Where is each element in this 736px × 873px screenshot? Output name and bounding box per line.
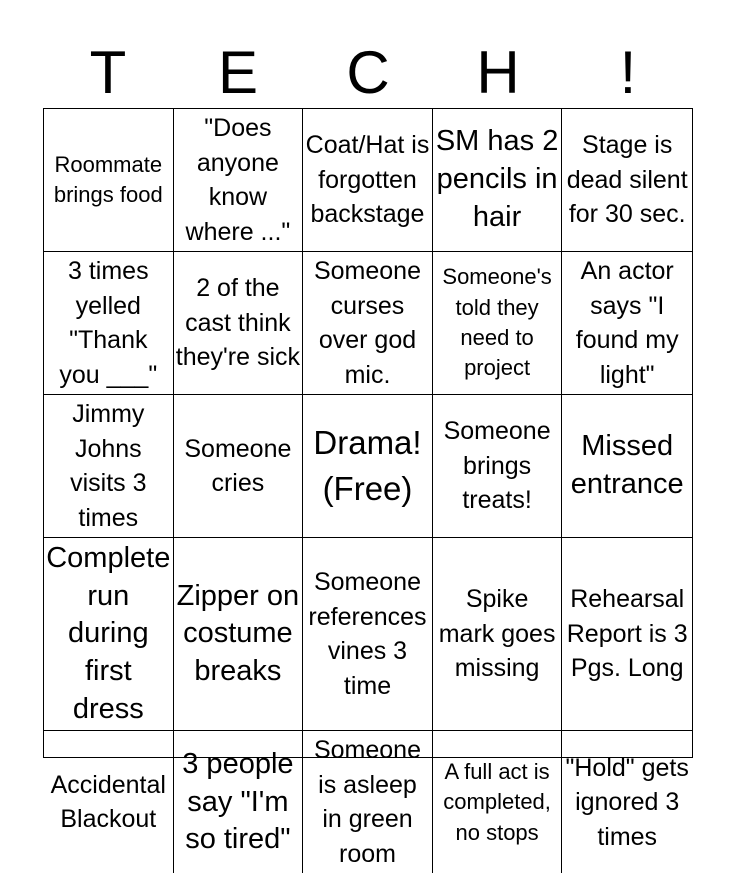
title-letter: T	[89, 39, 127, 106]
bingo-cell[interactable]: Jimmy Johns visits 3 times	[44, 395, 174, 538]
free-space-cell[interactable]: Drama! (Free)	[303, 395, 433, 538]
bingo-cell[interactable]: Missed entrance	[562, 395, 692, 538]
bingo-cell[interactable]: "Does anyone know where ..."	[174, 109, 304, 252]
bingo-cell[interactable]: Rehearsal Report is 3 Pgs. Long	[562, 538, 692, 731]
bingo-cell[interactable]: Zipper on costume breaks	[174, 538, 304, 731]
bingo-cell[interactable]: "Hold" gets ignored 3 times	[565, 753, 689, 851]
bingo-title	[43, 40, 693, 106]
bingo-cell[interactable]: Spike mark goes missing	[433, 538, 563, 731]
bingo-cell[interactable]: Complete run during first dress	[44, 538, 174, 731]
bingo-cell[interactable]: SM has 2 pencils in hair	[433, 109, 563, 252]
bingo-cell[interactable]: 3 people say "I'm so tired"	[174, 731, 304, 873]
bingo-cell[interactable]: Roommate brings food	[44, 109, 174, 252]
bingo-cell[interactable]: 2 of the cast think they're sick	[174, 252, 304, 395]
bingo-cell[interactable]: 3 times yelled "Thank you ___"	[44, 252, 174, 395]
bingo-board	[43, 108, 693, 868]
bingo-cell[interactable]: Someone is asleep in green room	[303, 731, 433, 873]
bingo-cell[interactable]: Someone cries	[174, 395, 304, 538]
title-letter: C	[346, 39, 390, 106]
bingo-cell[interactable]: Someone brings treats!	[433, 395, 563, 538]
bingo-cell[interactable]: Stage is dead silent for 30 sec.	[562, 109, 692, 252]
bingo-cell[interactable]: An actor says "I found my light"	[562, 252, 692, 395]
bingo-cell[interactable]: A full act is completed, no stops	[433, 731, 563, 873]
title-letter: H	[476, 39, 520, 106]
bingo-cell[interactable]: Someone references vines 3 time	[303, 538, 433, 731]
title-letter: !	[619, 39, 637, 106]
bingo-cell[interactable]: Someone's told they need to project	[433, 252, 563, 395]
bingo-cell[interactable]: Someone curses over god mic.	[303, 252, 433, 395]
bingo-cell[interactable]: Coat/Hat is forgotten backstage	[303, 109, 433, 252]
title-letter: E	[217, 39, 259, 106]
bingo-cell[interactable]: Accidental Blackout	[44, 731, 174, 873]
